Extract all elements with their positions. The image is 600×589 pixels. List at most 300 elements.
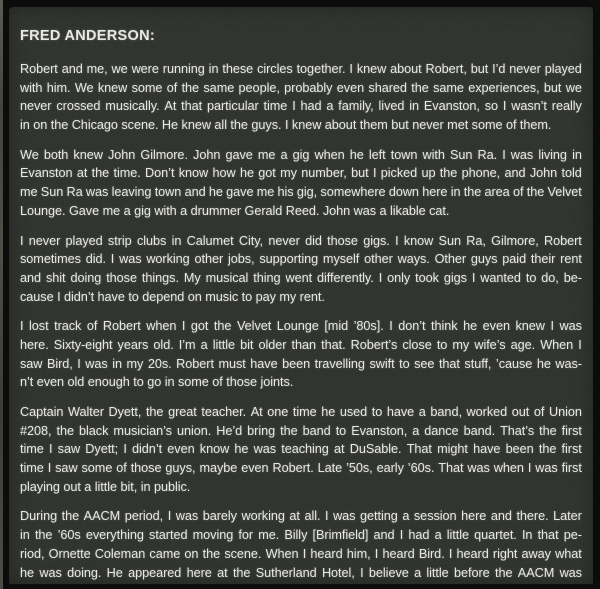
word: gig [292, 147, 310, 162]
text-line [20, 355, 582, 374]
word: I [360, 565, 364, 580]
word: I [20, 233, 24, 248]
word: but [543, 80, 562, 95]
word: in [572, 147, 582, 162]
word: Velvet [236, 319, 272, 334]
word: swift [369, 356, 395, 371]
word: dance [424, 423, 459, 438]
word: never [20, 99, 52, 114]
word: a [402, 509, 410, 524]
word: doing. [67, 565, 102, 580]
word: the [56, 423, 75, 438]
word: circles [257, 62, 293, 76]
word: At [250, 405, 263, 419]
page [9, 7, 593, 584]
word: left [368, 147, 386, 162]
word: paid [502, 252, 527, 267]
word: guys, [165, 461, 196, 476]
word: the [61, 509, 80, 524]
word: in [409, 99, 420, 114]
word: than [291, 337, 317, 352]
word: age. [510, 337, 536, 352]
word: a [414, 565, 422, 580]
word: away [521, 546, 551, 561]
paragraph [20, 146, 582, 221]
word: when [146, 319, 177, 334]
word: my [126, 356, 144, 371]
word: I [167, 509, 172, 524]
word: Coleman [94, 546, 146, 561]
word: he [208, 185, 223, 200]
word: was [510, 147, 534, 162]
paragraph [20, 507, 582, 582]
word: the [280, 423, 298, 438]
word: and [490, 509, 512, 524]
word: I’d [492, 62, 506, 76]
word: the [145, 405, 164, 419]
scan-edge [0, 0, 3, 589]
word: his [277, 185, 294, 200]
word: of [533, 405, 545, 419]
word: 20s. [147, 356, 172, 371]
word: their [530, 252, 556, 267]
text-line: cause I didn’t have to depend on music to pay my rent. [20, 289, 325, 304]
word: other [364, 252, 393, 267]
word: Captain [20, 405, 64, 419]
word: knew [356, 62, 387, 76]
word: myself [322, 252, 360, 267]
word: was [559, 319, 582, 334]
word: the [34, 528, 53, 543]
word: getting [360, 509, 398, 524]
word: Robert [20, 62, 58, 76]
paragraph [20, 60, 582, 135]
word: close [402, 337, 432, 352]
word: to [436, 337, 448, 352]
word: musical [205, 270, 249, 285]
word: I [502, 99, 507, 114]
word: I [378, 270, 383, 285]
word: how [212, 166, 236, 181]
word: in [171, 233, 182, 248]
word: me. [258, 528, 280, 543]
word: Other [434, 252, 467, 267]
word: old. [153, 337, 174, 352]
word: didn’t [132, 442, 163, 457]
word: was [535, 461, 558, 476]
word: never [268, 233, 300, 248]
word: Robert [102, 319, 141, 334]
word: living [538, 147, 567, 162]
word: track [54, 319, 82, 334]
word: those [106, 270, 137, 285]
word: appeared [128, 565, 182, 580]
word: to [335, 423, 347, 438]
word: saw [57, 442, 81, 457]
word: gigs. [363, 233, 390, 248]
word: the [494, 565, 513, 580]
word: came [149, 546, 181, 561]
text-line [20, 183, 582, 202]
word: time [20, 442, 44, 457]
word: [mid [324, 319, 349, 334]
word: Bird. [418, 546, 445, 561]
text-line [20, 564, 582, 583]
word: strip [107, 233, 132, 248]
word: at [217, 565, 228, 580]
word: I [372, 166, 377, 181]
word: never [509, 62, 541, 76]
word: heard [456, 546, 489, 561]
word: I [47, 461, 52, 476]
word: first [561, 442, 582, 457]
word: he [20, 565, 35, 580]
paragraph [20, 317, 582, 392]
word: bit [240, 337, 254, 352]
word: We [74, 80, 94, 95]
word: knew [97, 80, 128, 95]
text-line [20, 336, 582, 355]
word: same [203, 80, 235, 95]
word: phone, [461, 166, 501, 181]
word: that [438, 356, 460, 371]
word: everything [85, 528, 144, 543]
word: up [421, 166, 436, 181]
word: out [511, 405, 530, 419]
word: lost [29, 319, 49, 334]
word: Sun [438, 233, 461, 248]
word: differently. [317, 270, 374, 285]
word: travelling [314, 356, 365, 371]
word: a [200, 337, 208, 352]
word: years [117, 337, 149, 352]
word: ’80s]. [353, 319, 384, 334]
word: shit [45, 270, 66, 285]
word: about [390, 62, 422, 76]
word: other [194, 252, 224, 267]
word: great [168, 405, 197, 419]
word: When [265, 546, 299, 561]
word: I [20, 319, 24, 334]
text-line [20, 232, 582, 251]
word: he [463, 319, 478, 334]
page-content [9, 7, 593, 584]
word: Robert [176, 356, 214, 371]
word: even [482, 319, 510, 334]
word: do, [541, 270, 559, 285]
word: both [43, 147, 69, 162]
word: these [222, 62, 254, 76]
word: Sixty-eight [53, 337, 113, 352]
text-line [20, 507, 582, 526]
word: pe- [563, 528, 582, 543]
word: see [414, 356, 435, 371]
word: working [241, 509, 285, 524]
word: told [561, 166, 582, 181]
word: was [333, 509, 356, 524]
word: got [258, 166, 276, 181]
word: union. [176, 423, 212, 438]
word: time [20, 461, 44, 476]
word: that [181, 99, 203, 114]
word: when [314, 147, 345, 162]
word: the [202, 546, 221, 561]
speaker-heading: FRED ANDERSON: [20, 28, 155, 44]
word: Ra [66, 185, 83, 200]
word: Walter [68, 405, 104, 419]
word: He [106, 565, 123, 580]
word: to [371, 405, 383, 419]
word: of [86, 319, 98, 334]
word: John [107, 147, 136, 162]
word: only [387, 270, 411, 285]
word: had [408, 528, 430, 543]
word: in [20, 528, 30, 543]
word: was [119, 252, 142, 267]
word: That’s [500, 423, 535, 438]
word: little [212, 337, 236, 352]
word: all. [304, 509, 321, 524]
word: think [431, 319, 458, 334]
word: those [130, 461, 162, 476]
word: I [389, 319, 393, 334]
word: first [561, 423, 582, 438]
word: played [65, 233, 103, 248]
word: been [505, 442, 534, 457]
word: of [512, 185, 524, 200]
word: time. [113, 166, 141, 181]
text-line [20, 164, 582, 183]
word: here [461, 509, 487, 524]
word: those [327, 233, 358, 248]
text-line [20, 545, 582, 564]
word: here. [20, 337, 49, 352]
word: Calumet [186, 233, 234, 248]
word: never [28, 233, 61, 248]
word: did [305, 233, 322, 248]
word: was [39, 565, 62, 580]
word: little [446, 528, 469, 543]
word: Hotel, [321, 565, 355, 580]
word: he [321, 405, 336, 419]
word: at [334, 442, 345, 457]
word: that [537, 528, 559, 543]
word: I [325, 509, 329, 524]
word: John [193, 147, 221, 162]
word: there. [516, 509, 549, 524]
word: leaving [111, 185, 152, 200]
word: I [395, 233, 399, 248]
word: I [349, 62, 353, 76]
word: family, [338, 99, 374, 114]
word: so [484, 99, 499, 114]
word: had [300, 99, 322, 114]
word: wanted [480, 270, 521, 285]
word: was [175, 509, 199, 524]
word: worked [466, 405, 508, 419]
word: During [20, 509, 58, 524]
word: used [339, 405, 368, 419]
word: know [199, 442, 230, 457]
word: Sun [449, 147, 473, 162]
word: with [20, 80, 43, 95]
word: [Brimfield] [312, 528, 369, 543]
word: time [292, 405, 317, 419]
word: I [448, 546, 453, 561]
word: know [403, 233, 434, 248]
word: Gilmore, [491, 233, 539, 248]
word: the [439, 166, 458, 181]
word: went [285, 270, 313, 285]
word: town [390, 147, 418, 162]
word: with [422, 147, 445, 162]
word: Evanston, [351, 423, 408, 438]
word: older [258, 337, 287, 352]
word: and [504, 166, 526, 181]
word: Later [553, 509, 582, 524]
text-line [20, 440, 582, 459]
word: moving [192, 528, 234, 543]
word: band, [430, 405, 462, 419]
word: ’60s. [407, 461, 435, 476]
word: Bird, [46, 356, 73, 371]
word: wasn’t [511, 99, 547, 114]
word: We [20, 147, 39, 162]
word: lived [378, 99, 405, 114]
word: we [111, 62, 128, 76]
word: period, [124, 509, 164, 524]
word: the [213, 319, 232, 334]
word: jobs, [227, 252, 255, 267]
word: the [91, 166, 110, 181]
word: a [280, 147, 288, 162]
word: gave [226, 185, 254, 200]
word: gave [225, 147, 253, 162]
word: At [164, 99, 177, 114]
text-line: n’t even old enough to go in some of those joints. [20, 375, 294, 390]
word: the [526, 185, 545, 200]
word: of [166, 80, 178, 95]
word: sometimes [20, 252, 81, 267]
word: I [48, 442, 53, 457]
word: clubs [136, 233, 167, 248]
word: was- [555, 356, 582, 371]
word: took [415, 270, 439, 285]
word: quartet. [474, 528, 517, 543]
text-line [20, 526, 582, 545]
word: black [79, 423, 109, 438]
word: AACM [517, 565, 555, 580]
text-line [20, 422, 582, 441]
word: be- [563, 270, 582, 285]
word: #208, [20, 423, 52, 438]
word: ’60s [57, 528, 81, 543]
word: I [292, 99, 296, 114]
word: the [411, 80, 429, 95]
word: been [282, 356, 311, 371]
word: Lounge [276, 319, 319, 334]
word: Don’t [145, 166, 175, 181]
word: the [539, 423, 557, 438]
word: one [267, 405, 289, 419]
word: in [208, 62, 219, 76]
word: City, [238, 233, 264, 248]
word: the [538, 442, 557, 457]
word: have [386, 405, 415, 419]
word: Velvet [547, 185, 582, 200]
word: but [470, 62, 489, 76]
word: Dyett, [108, 405, 142, 419]
word: session [413, 509, 457, 524]
word: musician’s [113, 423, 172, 438]
word: same [433, 80, 464, 95]
word: in [112, 356, 123, 371]
word: was [85, 185, 109, 200]
word: Union [548, 405, 582, 419]
word: picked [380, 166, 418, 181]
word: little [426, 565, 449, 580]
word: scene. [224, 546, 262, 561]
word: heard [310, 546, 343, 561]
word: even [336, 80, 365, 95]
word: people, [238, 80, 280, 95]
word: down [388, 185, 419, 200]
text-line: playing out a little bit, in public. [20, 479, 191, 494]
word: that. [321, 337, 346, 352]
word: was [85, 356, 108, 371]
word: have [250, 356, 278, 371]
word: teacher. [201, 405, 247, 419]
word: some [131, 80, 163, 95]
word: what [555, 546, 582, 561]
word: Ornette [48, 546, 91, 561]
word: crossed [56, 99, 101, 114]
word: stuff, [464, 356, 492, 371]
word: gig, [296, 185, 318, 200]
word: That [438, 461, 464, 476]
word: probably [284, 80, 333, 95]
word: me [257, 147, 276, 162]
word: and [20, 270, 42, 285]
word: before [453, 565, 490, 580]
text-line: Lounge. Gave me a gig with a drummer Gerald Reed. John was a likable cat. [20, 203, 450, 218]
text-line [20, 403, 582, 422]
word: me, [86, 62, 108, 76]
word: was [559, 565, 582, 580]
word: Robert. [272, 461, 314, 476]
word: the [232, 565, 251, 580]
word: really [551, 99, 582, 114]
word: barely [202, 509, 237, 524]
word: heard [382, 546, 415, 561]
word: maybe [199, 461, 238, 476]
word: running [162, 62, 205, 76]
word: first [561, 461, 582, 476]
word: was [253, 442, 277, 457]
word: when [493, 461, 524, 476]
text-line [20, 317, 582, 336]
word: at [289, 509, 300, 524]
word: must [218, 356, 246, 371]
word: we [565, 80, 582, 95]
word: I [527, 461, 532, 476]
word: I [110, 252, 115, 267]
word: town [154, 185, 182, 200]
word: ways. [397, 252, 430, 267]
word: Evanston, [423, 99, 480, 114]
word: thing [253, 270, 281, 285]
word: to [399, 356, 410, 371]
